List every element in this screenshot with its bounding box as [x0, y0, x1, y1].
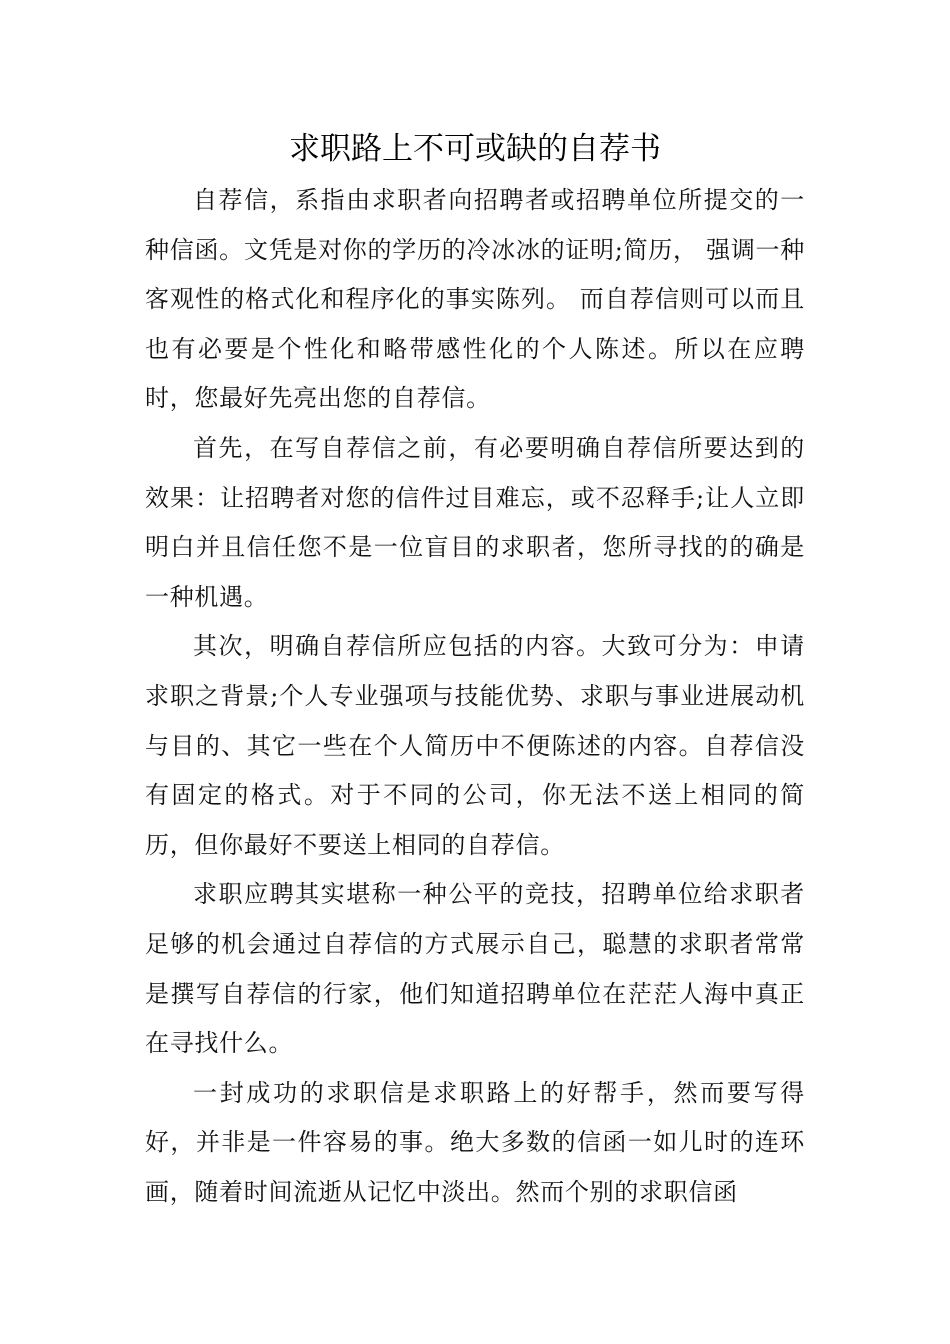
paragraph-2: 首先，在写自荐信之前，有必要明确自荐信所要达到的效果：让招聘者对您的信件过目难忘，或不忍释手;让人立即明白并且信任您不是一位盲目的求职者，您所寻找的的确是一种机遇。 [145, 433, 805, 611]
paragraph-4: 求职应聘其实堪称一种公平的竞技，招聘单位给求职者足够的机会通过自荐信的方式展示自己，聪慧的求职者常常是撰写自荐信的行家，他们知道招聘单位在茫茫人海中真正在寻找什么。 [145, 880, 805, 1058]
paragraph-1: 自荐信，系指由求职者向招聘者或招聘单位所提交的一种信函。文凭是对你的学历的冷冰冰的证明;简历， 强调一种客观性的格式化和程序化的事实陈列。 而自荐信则可以而且也有必要是个性化和略带感性化的个人陈述。所以在应聘时，您最好先亮出您的自荐信。 [145, 186, 805, 413]
document-body [145, 176, 805, 1217]
paragraph-5: 一封成功的求职信是求职路上的好帮手，然而要写得好，并非是一件容易的事。绝大多数的信函一如儿时的连环画，随着时间流逝从记忆中淡出。然而个别的求职信函 [145, 1078, 805, 1206]
paragraph-3: 其次，明确自荐信所应包括的内容。大致可分为：申请求职之背景;个人专业强项与技能优势、求职与事业进展动机与目的、其它一些在个人简历中不便陈述的内容。自荐信没有固定的格式。对于不同的公司，你无法不送上相同的简历，但你最好不要送上相同的自荐信。 [145, 632, 805, 859]
document-title: 求职路上不可或缺的自荐书 [289, 131, 661, 167]
